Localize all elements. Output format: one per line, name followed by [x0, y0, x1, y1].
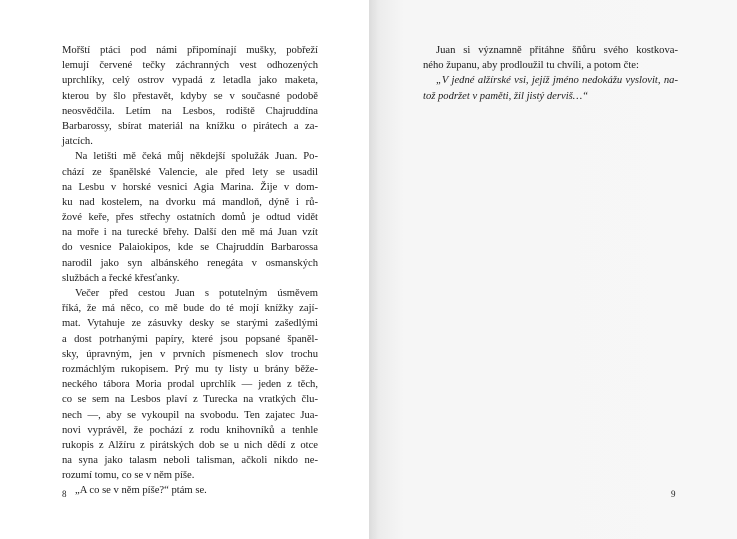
text-line: neckého tábora Moria prodal uprchlík — jeden z těch,: [62, 379, 318, 391]
text-line: nech —, aby se vykoupil na svobodu. Ten zajatec Jua-: [62, 409, 319, 421]
text-line: na moře i na turecké břehy. Další den mě má Juan vzít: [62, 227, 318, 239]
text-line: žové keře, přes střechy ostatních domů je odtud vidět: [62, 212, 318, 224]
text-line: uprchlíky, celý ostrov vypadá z letadla jako maketa,: [62, 75, 318, 87]
text-line: Barbarossy, sbírat materiál na knížku o pirátech a za-: [62, 120, 318, 132]
text-line: službách a řecké křesťanky.: [62, 272, 180, 284]
text-line: Juan si významně přitáhne šňůru svého kostkova-: [436, 45, 678, 56]
text-line: neosvědčila. Letím na Lesbos, rodiště Chajruddína: [62, 105, 318, 117]
text-line: tož podržet v paměti, žil jistý derviš…“: [423, 90, 589, 102]
text-line: a dost potrhanými papíry, které jsou popsané španěl-: [62, 333, 318, 345]
text-line: „A co se v něm píše?“ ptám se.: [75, 485, 207, 497]
text-line: Večer před cestou Juan s potutelným úsměvem: [75, 288, 318, 299]
left-page-body-text: [62, 43, 318, 499]
text-line: Mořští ptáci pod námi připomínají mušky, pobřeží: [62, 45, 318, 56]
text-line: sky, úpravným, jen v prvních písmenech slov trochu: [62, 348, 318, 360]
text-line: do vesnice Palaiokipos, kde se Chajruddín Barbarossa: [62, 242, 318, 254]
right-page: [369, 0, 737, 539]
text-line: na Lesbu v horské vesnici Agia Marina. Žije v dom-: [62, 181, 318, 193]
text-line: jatcích.: [62, 136, 93, 148]
text-line: chází ze španělské Valencie, ale před lety se usadil: [62, 166, 319, 178]
text-line: na syna jako talasm neboli talisman, ačkoli nikdo ne-: [62, 455, 318, 467]
text-line: novi vyprávěl, že pochází z rodu knihovníků a tenhle: [62, 424, 318, 436]
text-line: mat. Vytahuje ze zásuvky desky se starými zašedlými: [62, 318, 318, 330]
text-line: narodil jako syn albánského renegáta v osmanských: [62, 257, 318, 269]
text-line: co se sem na Lesbos plaví z Turecka na vratkých člu-: [62, 394, 318, 406]
text-line: rozmáchlým rukopisem. Prý mu ty listy u brány běže-: [62, 363, 318, 375]
text-line: Na letišti mě čeká můj někdejší spolužák Juan. Po-: [75, 151, 318, 163]
text-line: „V jedné alžírské vsi, jejíž jméno nedokážu vyslovit, na-: [436, 75, 678, 87]
text-line: říká, že má něco, co mě bude do té mojí knížky zají-: [62, 303, 318, 315]
right-page-number: 9: [671, 489, 676, 499]
text-line: rukopis z Alžíru z pirátských dob se u nich dědí z otce: [62, 439, 318, 451]
text-line: kterou by šlo přestavět, kdyby se v současné podobě: [62, 90, 318, 102]
text-line: ku nad kostelem, na dvorku má mandloň, dýně i rů-: [62, 196, 318, 208]
text-line: lemují červené tečky záchranných vest odhozených: [62, 60, 318, 72]
left-page-number: 8: [62, 489, 67, 499]
text-line: ného županu, aby prodloužil tu chvíli, a potom čte:: [423, 60, 639, 72]
text-line: rozumí tomu, co se v něm píše.: [62, 470, 195, 482]
right-page-body-text: [423, 43, 678, 104]
